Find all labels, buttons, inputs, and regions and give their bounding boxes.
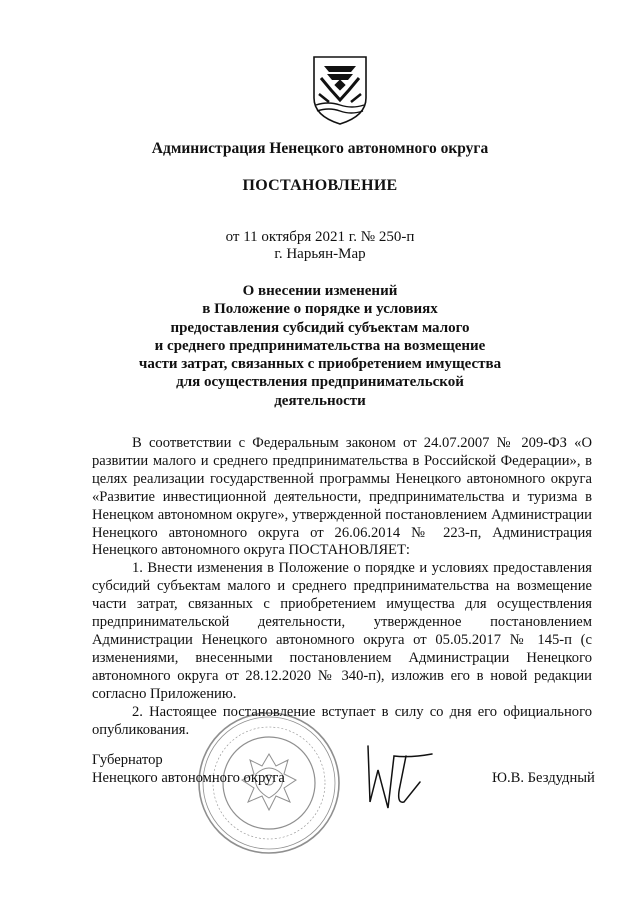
subject-line: О внесении изменений [242,283,398,299]
organization-name: Администрация Ненецкого автономного округа [151,140,489,157]
preamble-paragraph: В соответствии с Федеральным законом от 24.07.2007 № 209-ФЗ «О развитии малого и среднего предпринимательства в Российской Федерации», в целях реализации государственной программы Ненецкого автономного округа «Развитие инвестиционной деятельности, предпринимательства и туризма в Ненецком автономном округе», утвержденной постановлением Администрации Ненецкого автономного округа от 26.06.2014 № 223-п, Администрация Ненецкого автономного округа ПОСТАНОВЛЯЕТ: [92,435,592,559]
subject-line: предоставления субсидий субъектам малого [170,319,470,336]
document-subject [0,282,640,410]
signature-position [92,752,285,788]
subject-line: для осуществления предпринимательской [176,374,464,391]
subject-line: в Положение о порядке и условиях [202,301,438,318]
document-date-number: от 11 октября 2021 г. № 250-п [225,229,415,245]
subject-line: и среднего предпринимательства на возмещение [154,337,486,354]
subject-line: деятельности [274,392,366,409]
item-2-paragraph: 2. Настоящее постановление вступает в силу со дня его официального опубликования. [92,703,592,738]
signer-position-line2: Ненецкого автономного округа [92,769,285,786]
signer-name: Ю.В. Бездудный [492,770,595,786]
handwritten-signature-icon [360,742,436,812]
nenets-coat-of-arms-icon [311,54,369,126]
document-body [92,435,592,739]
subject-line: части затрат, связанных с приобретением имущества [138,356,502,373]
item-1-paragraph: 1. Внести изменения в Положение о порядке и условиях предоставления субсидий субъектам малого и среднего предпринимательства на возмещение части затрат, связанных с приобретением имущества для осуществления предпринимательской деятельности, утвержденное постановлением Администрации Ненецкого автономного округа от 05.05.2017 № 145-п (с изменениями, внесенными постановлением Администрации Ненецкого автономного округа от 28.12.2020 № 340-п), изложив его в новой редакции согласно Приложению. [92,560,592,702]
document-city: г. Нарьян-Мар [274,246,366,262]
signer-position-line1: Губернатор [92,752,163,768]
document-type: ПОСТАНОВЛЕНИЕ [242,177,398,194]
